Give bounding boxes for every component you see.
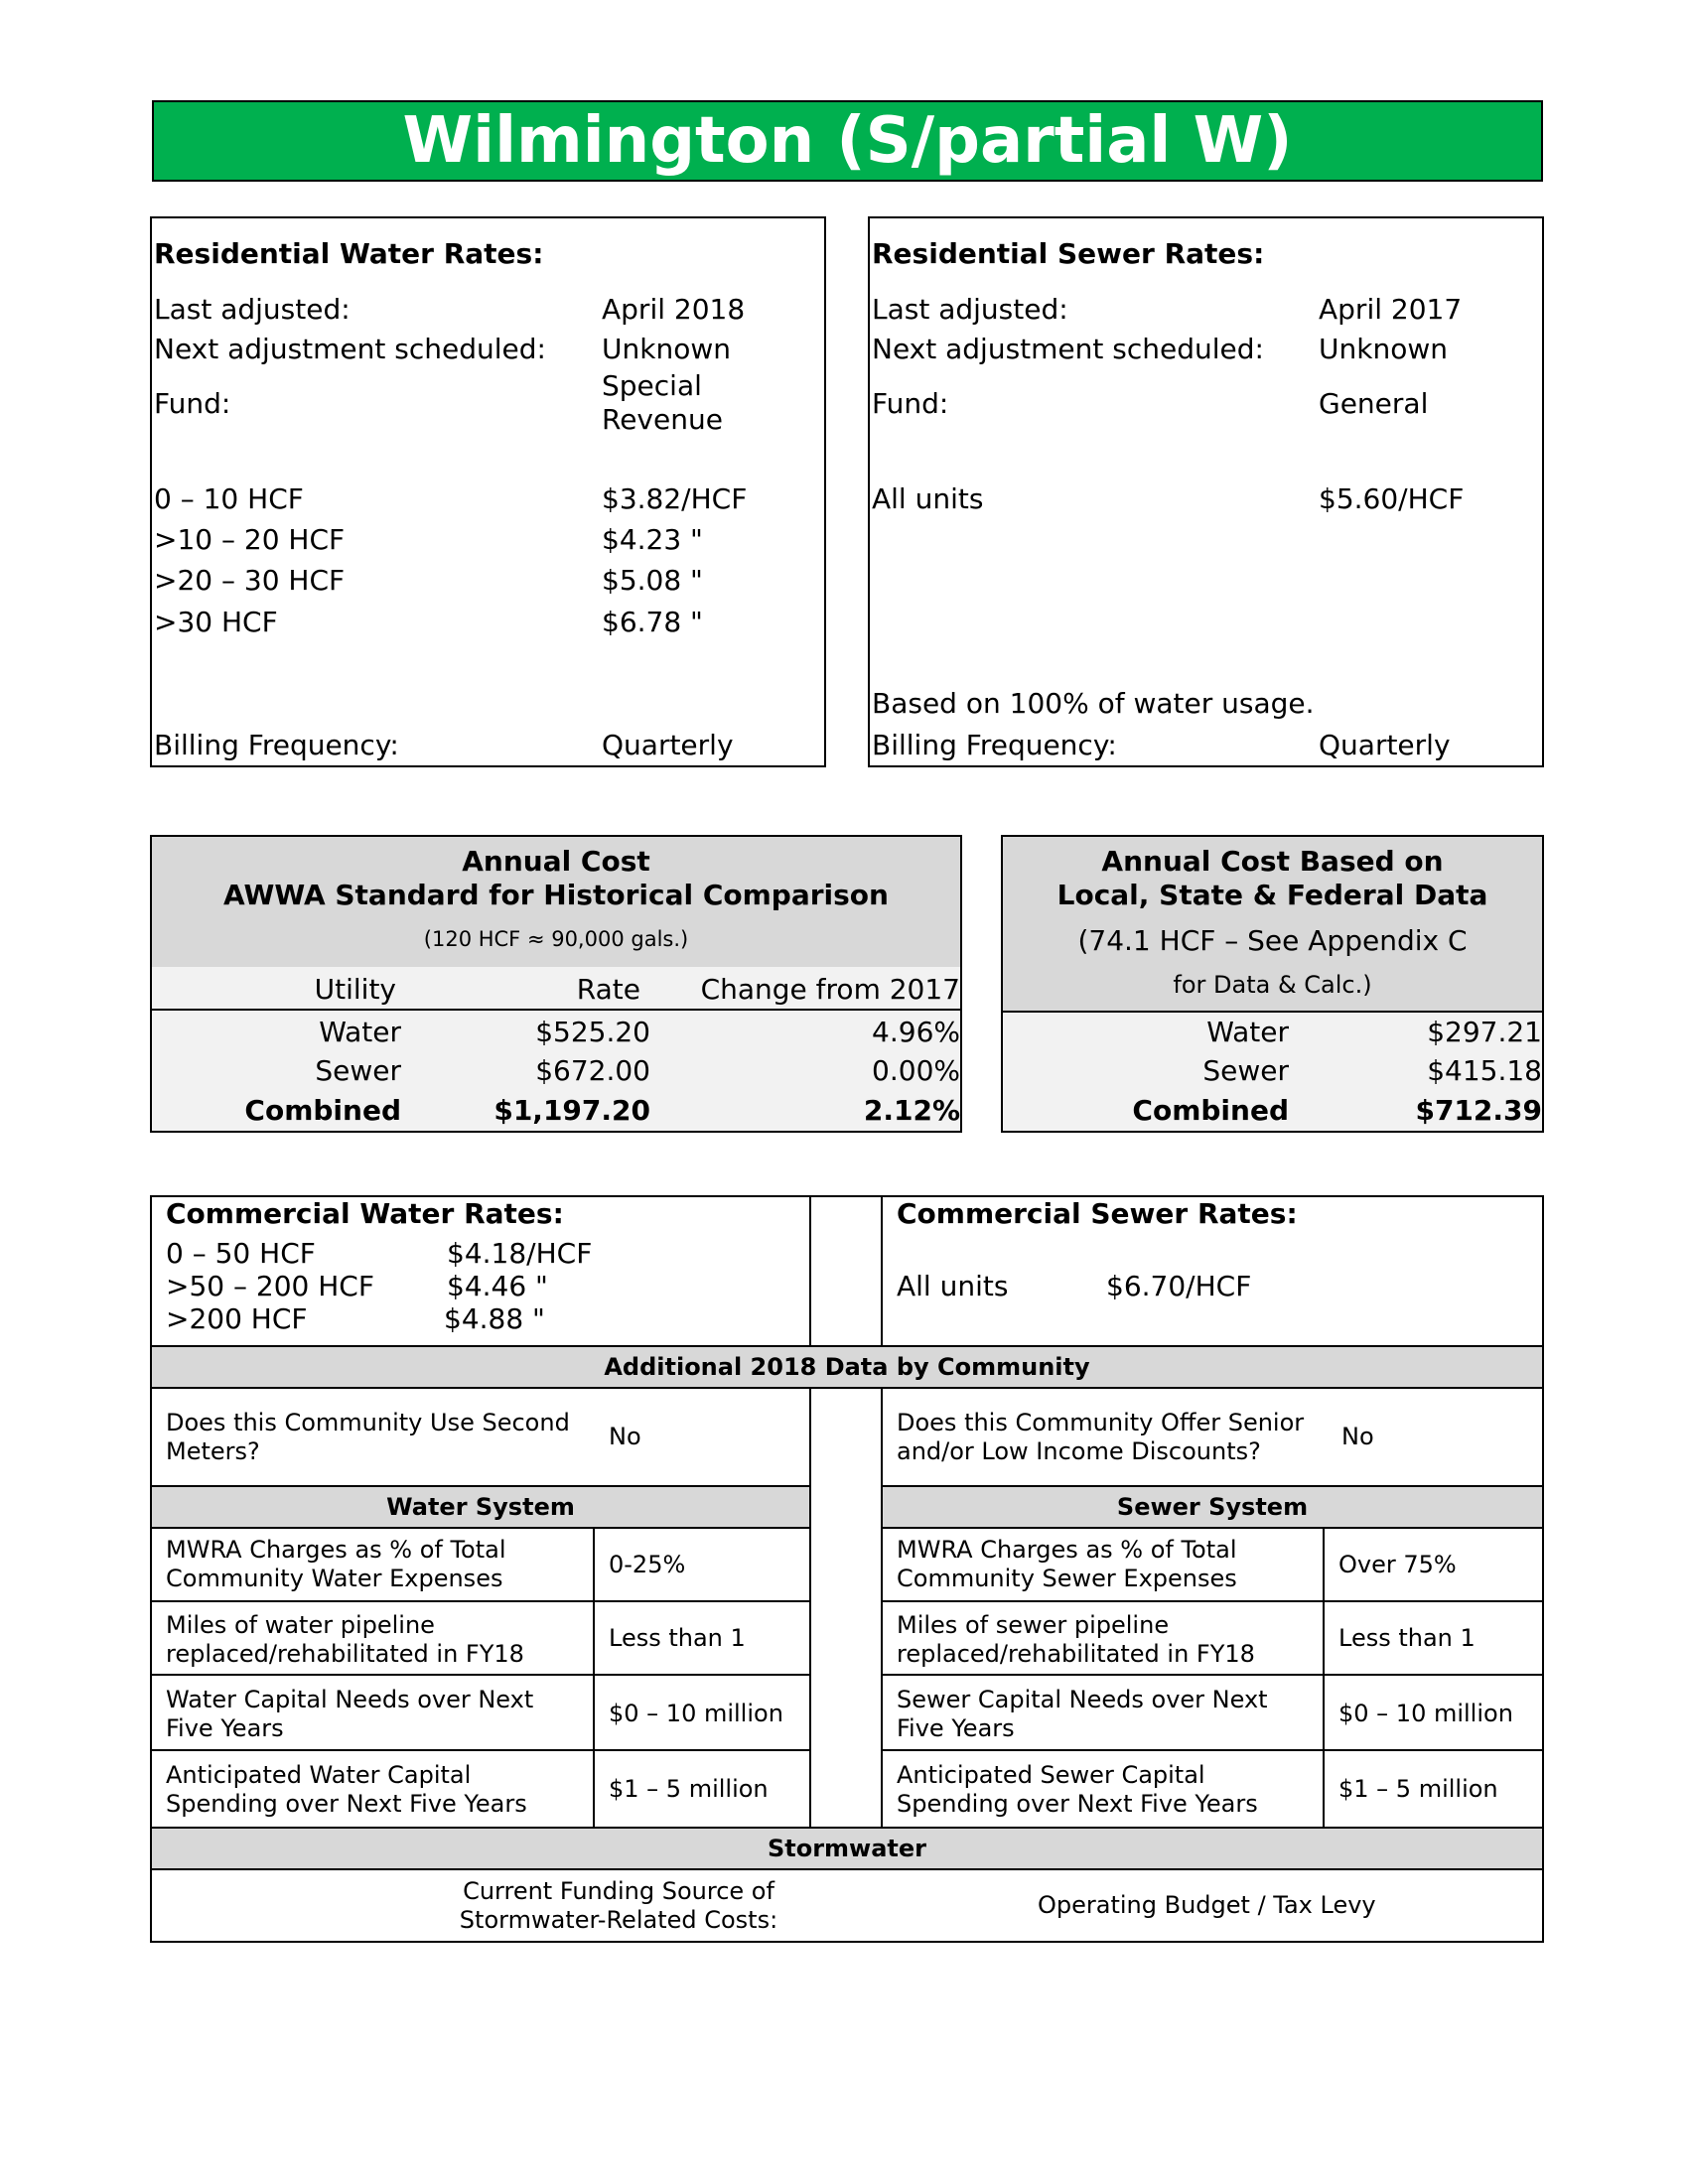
water-row-value-cell xyxy=(593,1527,811,1602)
sewer-row-label-cell xyxy=(881,1749,1325,1829)
fund-value-line2: Revenue xyxy=(602,403,723,436)
residential-sewer-box xyxy=(868,216,1544,767)
billing-frequency-value: Quarterly xyxy=(1319,729,1451,761)
billing-frequency-value: Quarterly xyxy=(602,729,734,761)
second-meters-cell xyxy=(150,1387,811,1487)
comm-tier-rate: $4.46 " xyxy=(447,1270,548,1302)
sewer-row-label: Sewer Capital Needs over Next Five Years xyxy=(897,1686,1268,1742)
residential-water-heading: Residential Water Rates: xyxy=(154,237,544,270)
sewer-row-value: $0 – 10 million xyxy=(1338,1700,1513,1727)
sewer-row-value: Over 75% xyxy=(1338,1551,1457,1578)
col-utility-header: Utility xyxy=(314,973,396,1006)
sewer-row-value-cell xyxy=(1323,1600,1544,1676)
tier-range: >20 – 30 HCF xyxy=(154,564,346,597)
comm-all-units-rate: $6.70/HCF xyxy=(1106,1270,1252,1302)
water-row-label-cell xyxy=(150,1600,595,1676)
awwa-column-header-row xyxy=(152,967,960,1011)
row-rate: $672.00 xyxy=(535,1054,650,1087)
spacer-cell xyxy=(809,1387,883,1829)
all-units-rate: $5.60/HCF xyxy=(1319,482,1465,515)
awwa-subtitle: (120 HCF ≈ 90,000 gals.) xyxy=(423,927,689,951)
stormwater-funding-label: Current Funding Source of Stormwater-Related Costs: xyxy=(459,1877,778,1934)
comm-tier-rate: $4.18/HCF xyxy=(447,1237,593,1270)
water-row-value: Less than 1 xyxy=(609,1624,746,1652)
sewer-row-label: MWRA Charges as % of Total Community Sewer Expenses xyxy=(897,1536,1237,1592)
annual-cost-title: Annual Cost xyxy=(462,845,650,878)
sewer-row-label-cell xyxy=(881,1674,1325,1751)
sewer-row-label: Miles of sewer pipeline replaced/rehabilitated in FY18 xyxy=(897,1611,1255,1668)
discounts-cell xyxy=(881,1387,1544,1487)
water-row-value-cell xyxy=(593,1749,811,1829)
sewer-row-value: Less than 1 xyxy=(1338,1624,1476,1652)
water-row-value-cell xyxy=(593,1600,811,1676)
calc-note: for Data & Calc.) xyxy=(1173,971,1372,999)
row-rate: $415.18 xyxy=(1427,1054,1542,1087)
row-change: 4.96% xyxy=(872,1016,960,1048)
row-utility: Water xyxy=(319,1016,401,1048)
row-change: 0.00% xyxy=(872,1054,960,1087)
next-adjustment-label: Next adjustment scheduled: xyxy=(872,333,1264,365)
sewer-row-label-cell xyxy=(881,1527,1325,1602)
billing-frequency-label: Billing Frequency: xyxy=(154,729,399,761)
stormwater-row xyxy=(150,1868,1544,1943)
last-adjusted-label: Last adjusted: xyxy=(872,293,1068,326)
water-system-band: Water System xyxy=(150,1485,811,1529)
water-row-label-cell xyxy=(150,1674,595,1751)
water-row-label: MWRA Charges as % of Total Community Water Expenses xyxy=(166,1536,506,1592)
sewer-row-value-cell xyxy=(1323,1527,1544,1602)
col-rate-header: Rate xyxy=(576,973,640,1006)
comm-tier-rate: $4.88 " xyxy=(444,1302,545,1335)
tier-rate: $3.82/HCF xyxy=(602,482,748,515)
billing-frequency-label: Billing Frequency: xyxy=(872,729,1117,761)
water-row-value: $0 – 10 million xyxy=(609,1700,783,1727)
stormwater-band: Stormwater xyxy=(150,1827,1544,1870)
annual-cost-local-panel xyxy=(1001,835,1544,1133)
fund-label: Fund: xyxy=(154,387,231,420)
last-adjusted-value: April 2017 xyxy=(1319,293,1463,326)
spacer-cell xyxy=(809,1195,883,1347)
row-utility-combined: Combined xyxy=(1132,1094,1289,1127)
fund-label: Fund: xyxy=(872,387,949,420)
water-row-value-cell xyxy=(593,1674,811,1751)
comm-tier-range: >50 – 200 HCF xyxy=(166,1270,374,1302)
all-units-label: All units xyxy=(872,482,984,515)
stormwater-funding-value: Operating Budget / Tax Levy xyxy=(1038,1891,1376,1919)
row-change-combined: 2.12% xyxy=(863,1094,960,1127)
sewer-basis-note: Based on 100% of water usage. xyxy=(872,687,1315,720)
row-rate: $297.21 xyxy=(1427,1016,1542,1048)
sewer-row-value-cell xyxy=(1323,1674,1544,1751)
page-title: Wilmington (S/partial W) xyxy=(402,104,1293,178)
row-utility: Sewer xyxy=(1202,1054,1289,1087)
row-rate-combined: $1,197.20 xyxy=(493,1094,650,1127)
sewer-row-value-cell xyxy=(1323,1749,1544,1829)
discounts-answer: No xyxy=(1341,1423,1374,1450)
appendix-note: (74.1 HCF – See Appendix C xyxy=(1077,924,1468,957)
next-adjustment-value: Unknown xyxy=(602,333,731,365)
water-row-label: Anticipated Water Capital Spending over Next Five Years xyxy=(166,1761,527,1818)
annual-cost-local-header xyxy=(1003,837,1542,1013)
row-utility: Sewer xyxy=(315,1054,401,1087)
commercial-sewer-cell xyxy=(881,1195,1544,1347)
second-meters-question: Does this Community Use Second Meters? xyxy=(166,1409,570,1465)
additional-data-band: Additional 2018 Data by Community xyxy=(150,1345,1544,1389)
tier-range: 0 – 10 HCF xyxy=(154,482,304,515)
tier-range: >10 – 20 HCF xyxy=(154,523,346,556)
comm-tier-range: 0 – 50 HCF xyxy=(166,1237,316,1270)
sewer-row-label-cell xyxy=(881,1600,1325,1676)
last-adjusted-value: April 2018 xyxy=(602,293,746,326)
discounts-question: Does this Community Offer Senior and/or Low Income Discounts? xyxy=(897,1409,1305,1465)
row-utility: Water xyxy=(1206,1016,1289,1048)
commercial-water-heading: Commercial Water Rates: xyxy=(166,1197,564,1230)
comm-all-units-label: All units xyxy=(897,1270,1009,1302)
comm-tier-range: >200 HCF xyxy=(166,1302,308,1335)
fund-value: General xyxy=(1319,387,1429,420)
commercial-water-cell xyxy=(150,1195,811,1347)
commercial-sewer-heading: Commercial Sewer Rates: xyxy=(897,1197,1298,1230)
col-change-header: Change from 2017 xyxy=(700,973,960,1006)
tier-rate: $4.23 " xyxy=(602,523,703,556)
row-rate: $525.20 xyxy=(535,1016,650,1048)
row-utility-combined: Combined xyxy=(244,1094,401,1127)
tier-rate: $6.78 " xyxy=(602,606,703,638)
water-row-label: Water Capital Needs over Next Five Years xyxy=(166,1686,534,1742)
water-row-value: 0-25% xyxy=(609,1551,686,1578)
awwa-standard-title: AWWA Standard for Historical Comparison xyxy=(223,879,889,911)
water-row-value: $1 – 5 million xyxy=(609,1775,769,1803)
next-adjustment-label: Next adjustment scheduled: xyxy=(154,333,546,365)
local-data-title: Local, State & Federal Data xyxy=(1056,879,1488,911)
next-adjustment-value: Unknown xyxy=(1319,333,1448,365)
local-cost-title: Annual Cost Based on xyxy=(1101,845,1444,878)
tier-rate: $5.08 " xyxy=(602,564,703,597)
annual-cost-awwa-panel xyxy=(150,835,962,1133)
last-adjusted-label: Last adjusted: xyxy=(154,293,351,326)
water-row-label-cell xyxy=(150,1749,595,1829)
tier-range: >30 HCF xyxy=(154,606,278,638)
fund-value-line1: Special xyxy=(602,369,702,402)
sewer-system-band: Sewer System xyxy=(881,1485,1544,1529)
water-row-label: Miles of water pipeline replaced/rehabilitated in FY18 xyxy=(166,1611,524,1668)
sewer-row-label: Anticipated Sewer Capital Spending over Next Five Years xyxy=(897,1761,1258,1818)
sewer-row-value: $1 – 5 million xyxy=(1338,1775,1498,1803)
water-row-label-cell xyxy=(150,1527,595,1602)
title-banner xyxy=(152,100,1543,182)
residential-sewer-heading: Residential Sewer Rates: xyxy=(872,237,1265,270)
annual-cost-awwa-header xyxy=(152,837,960,969)
row-rate-combined: $712.39 xyxy=(1415,1094,1542,1127)
residential-water-box xyxy=(150,216,826,767)
second-meters-answer: No xyxy=(609,1423,641,1450)
